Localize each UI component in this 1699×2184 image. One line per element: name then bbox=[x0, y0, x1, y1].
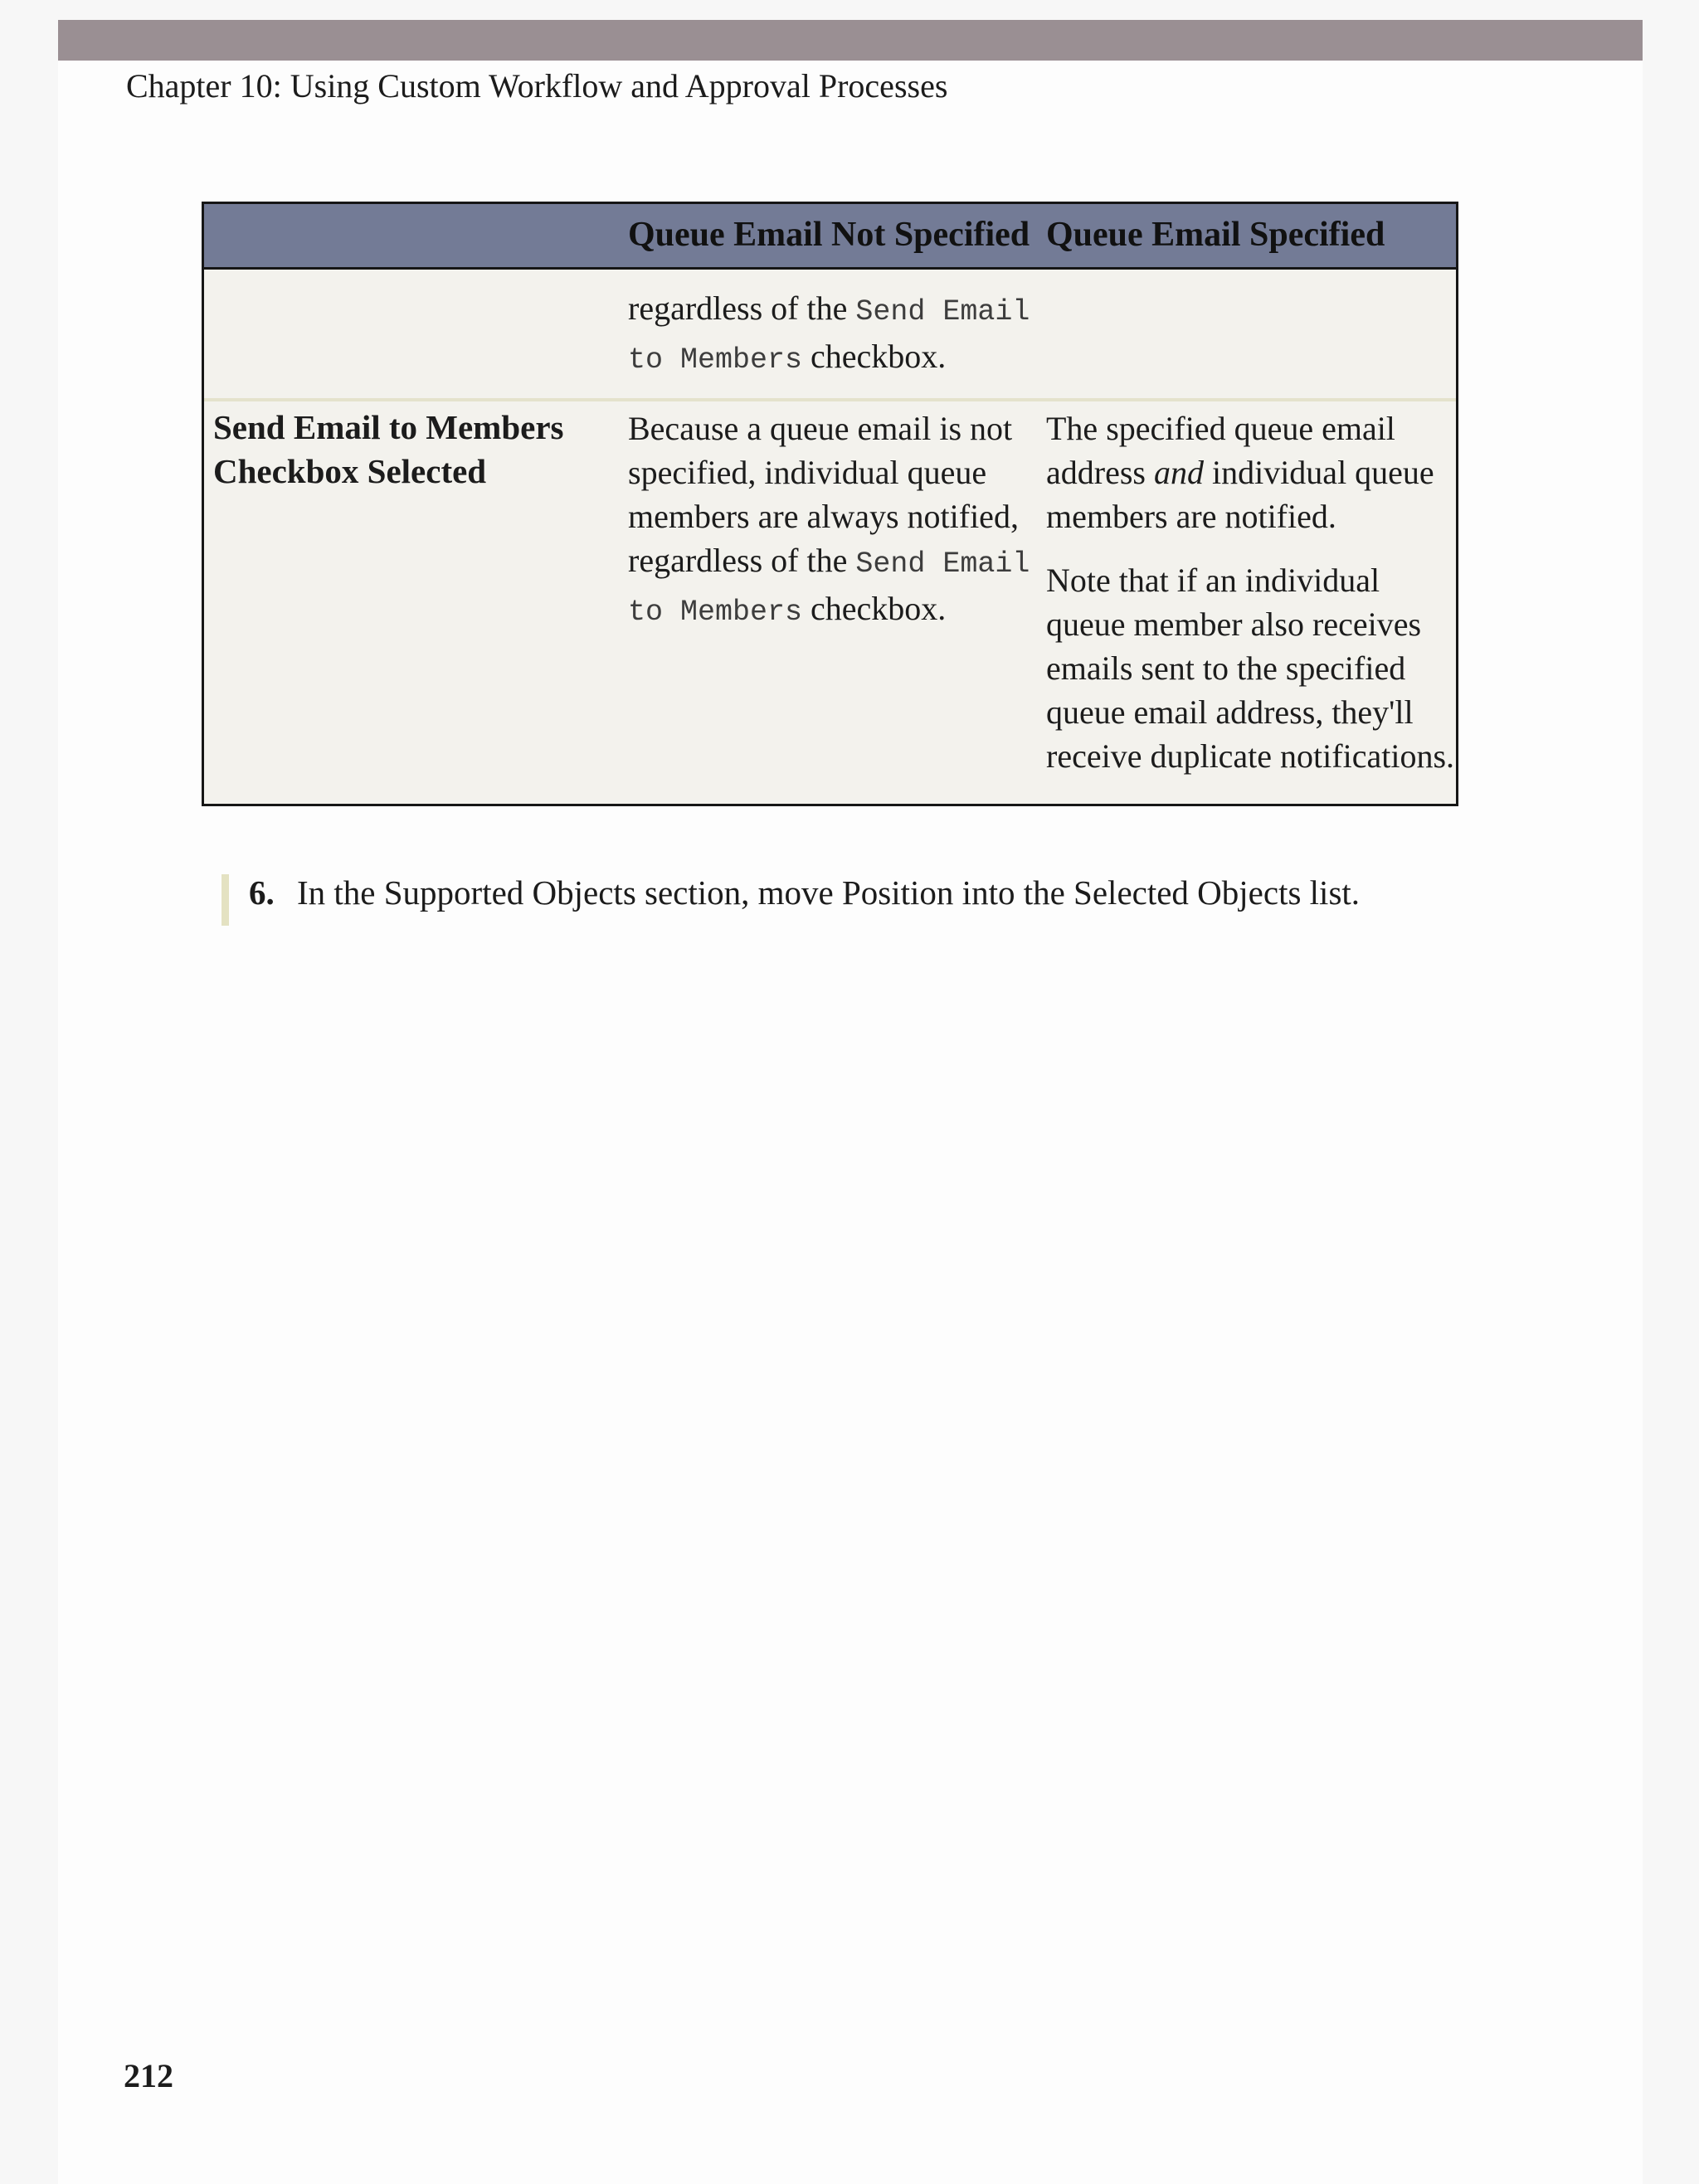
page-number: 212 bbox=[124, 2057, 173, 2094]
table-cell-continued: regardless of the Send Email to Members checkbox. bbox=[628, 289, 1030, 377]
row-label-send-email-selected: Send Email to Members Checkbox Selected bbox=[213, 408, 564, 490]
document-page bbox=[58, 20, 1643, 2184]
row-divider bbox=[204, 398, 1456, 401]
step-number: 6. bbox=[249, 873, 275, 912]
queue-email-table bbox=[202, 202, 1458, 806]
table-cell-specified: The specified queue email address and individual queue members are notified. bbox=[1046, 410, 1434, 535]
column-header-not-specified: Queue Email Not Specified bbox=[628, 216, 1030, 254]
table-cell-specified-note: Note that if an individual queue member also receives emails sent to the specified queue email address, they'll receive duplicate notifications. bbox=[1046, 562, 1455, 775]
header-bar bbox=[58, 20, 1643, 61]
column-header-specified: Queue Email Specified bbox=[1046, 216, 1385, 254]
chapter-title: Chapter 10: Using Custom Workflow and Approval Processes bbox=[126, 67, 948, 105]
table-cell-not-specified: Because a queue email is not specified, individual queue members are always notified, regardless of the Send Email to Members checkbox. bbox=[628, 410, 1030, 629]
step-text: In the Supported Objects section, move Position into the Selected Objects list. bbox=[297, 873, 1361, 912]
change-bar bbox=[222, 874, 229, 926]
table-header-row bbox=[204, 204, 1456, 270]
